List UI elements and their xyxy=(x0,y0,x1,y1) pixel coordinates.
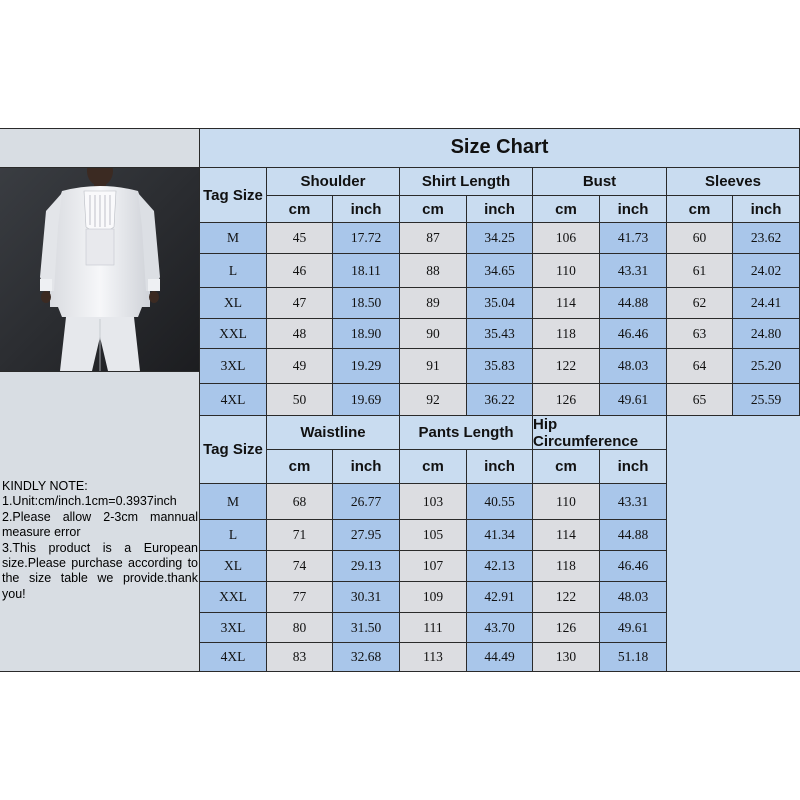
table-cell: 27.95 xyxy=(333,520,400,551)
table-cell: 19.29 xyxy=(333,349,400,384)
table-cell: 62 xyxy=(667,288,733,319)
table-cell: 50 xyxy=(267,384,333,416)
table-cell: 91 xyxy=(400,349,467,384)
table-cell: 24.80 xyxy=(733,319,800,349)
table-cell: 34.25 xyxy=(467,223,533,254)
table-cell: 60 xyxy=(667,223,733,254)
table-cell: 26.77 xyxy=(333,484,400,520)
chart-bottom-border xyxy=(0,671,800,672)
unit-header-inch: inch xyxy=(467,450,533,484)
column-group-hip-circumference: Hip Circumference xyxy=(533,416,667,450)
table-cell: 65 xyxy=(667,384,733,416)
unit-header-cm: cm xyxy=(400,196,467,223)
tag-size-header: Tag Size xyxy=(200,416,267,484)
table-cell: 32.68 xyxy=(333,643,400,672)
product-photo xyxy=(0,167,199,371)
unit-header-inch: inch xyxy=(733,196,800,223)
table-cell: 126 xyxy=(533,384,600,416)
table-cell: 29.13 xyxy=(333,551,400,582)
column-group-shirt-length: Shirt Length xyxy=(400,168,533,196)
table-cell: 49.61 xyxy=(600,384,667,416)
unit-header-cm: cm xyxy=(400,450,467,484)
table-cell: 18.11 xyxy=(333,254,400,288)
table-cell: 48.03 xyxy=(600,582,667,613)
table-cell: 43.31 xyxy=(600,484,667,520)
table-cell: 17.72 xyxy=(333,223,400,254)
chart-top-border xyxy=(0,128,800,129)
table-cell: 88 xyxy=(400,254,467,288)
unit-header-cm: cm xyxy=(533,450,600,484)
size-label: M xyxy=(200,484,267,520)
kindly-note xyxy=(2,479,198,602)
table-cell: 25.20 xyxy=(733,349,800,384)
table-cell: 107 xyxy=(400,551,467,582)
table-cell: 49.61 xyxy=(600,613,667,643)
table-cell: 40.55 xyxy=(467,484,533,520)
size-label: 4XL xyxy=(200,643,267,672)
unit-header-cm: cm xyxy=(533,196,600,223)
table-cell: 46.46 xyxy=(600,551,667,582)
table-cell: 24.02 xyxy=(733,254,800,288)
unit-header-cm: cm xyxy=(267,196,333,223)
photo-top-border xyxy=(0,167,199,168)
table-cell: 48.03 xyxy=(600,349,667,384)
table-cell: 25.59 xyxy=(733,384,800,416)
table-cell: 111 xyxy=(400,613,467,643)
column-group-shoulder: Shoulder xyxy=(267,168,400,196)
table-cell: 105 xyxy=(400,520,467,551)
table-cell: 35.83 xyxy=(467,349,533,384)
table-cell: 110 xyxy=(533,484,600,520)
table-cell: 103 xyxy=(400,484,467,520)
size-label: M xyxy=(200,223,267,254)
size-label: XL xyxy=(200,551,267,582)
table-cell: 43.70 xyxy=(467,613,533,643)
table-cell: 130 xyxy=(533,643,600,672)
table-cell: 92 xyxy=(400,384,467,416)
table-cell: 71 xyxy=(267,520,333,551)
photo-bottom-border xyxy=(0,371,199,372)
table-cell: 45 xyxy=(267,223,333,254)
column-group-waistline: Waistline xyxy=(267,416,400,450)
table-cell: 41.73 xyxy=(600,223,667,254)
table-cell: 42.91 xyxy=(467,582,533,613)
size-label: 3XL xyxy=(200,349,267,384)
table-cell: 114 xyxy=(533,520,600,551)
size-label: XXL xyxy=(200,319,267,349)
table-cell: 44.88 xyxy=(600,288,667,319)
unit-header-inch: inch xyxy=(467,196,533,223)
note-line-unit: 1.Unit:cm/inch.1cm=0.3937inch xyxy=(2,494,177,509)
table-cell: 49 xyxy=(267,349,333,384)
table-cell: 34.65 xyxy=(467,254,533,288)
empty-filler xyxy=(667,416,800,672)
table-cell: 18.50 xyxy=(333,288,400,319)
table-cell: 80 xyxy=(267,613,333,643)
table-cell: 87 xyxy=(400,223,467,254)
table-cell: 35.43 xyxy=(467,319,533,349)
table-cell: 64 xyxy=(667,349,733,384)
table-cell: 24.41 xyxy=(733,288,800,319)
table-cell: 122 xyxy=(533,349,600,384)
size-label: 4XL xyxy=(200,384,267,416)
size-label: 3XL xyxy=(200,613,267,643)
table-cell: 106 xyxy=(533,223,600,254)
table-cell: 35.04 xyxy=(467,288,533,319)
note-heading: KINDLY NOTE: xyxy=(2,479,88,493)
chart-left-divider xyxy=(199,128,200,672)
note-line-sizing: 3.This product is a European size.Please purchase according to the size table we provide.thank you! xyxy=(2,540,198,601)
note-line-error: 2.Please allow 2-3cm mannual measure error xyxy=(2,509,198,540)
table-cell: 90 xyxy=(400,319,467,349)
table-cell: 83 xyxy=(267,643,333,672)
unit-header-inch: inch xyxy=(600,196,667,223)
table-cell: 113 xyxy=(400,643,467,672)
table-cell: 43.31 xyxy=(600,254,667,288)
table-cell: 47 xyxy=(267,288,333,319)
table-cell: 23.62 xyxy=(733,223,800,254)
size-label: L xyxy=(200,254,267,288)
column-group-bust: Bust xyxy=(533,168,667,196)
table-cell: 41.34 xyxy=(467,520,533,551)
unit-header-inch: inch xyxy=(333,196,400,223)
column-group-pants-length: Pants Length xyxy=(400,416,533,450)
chart-title: Size Chart xyxy=(200,128,800,168)
table-cell: 114 xyxy=(533,288,600,319)
table-cell: 77 xyxy=(267,582,333,613)
table-cell: 31.50 xyxy=(333,613,400,643)
table-cell: 118 xyxy=(533,551,600,582)
table-cell: 126 xyxy=(533,613,600,643)
table-cell: 109 xyxy=(400,582,467,613)
table-cell: 68 xyxy=(267,484,333,520)
table-cell: 46.46 xyxy=(600,319,667,349)
table-cell: 51.18 xyxy=(600,643,667,672)
table-cell: 44.49 xyxy=(467,643,533,672)
tag-size-header: Tag Size xyxy=(200,168,267,223)
size-label: XXL xyxy=(200,582,267,613)
table-cell: 30.31 xyxy=(333,582,400,613)
table-cell: 48 xyxy=(267,319,333,349)
table-cell: 110 xyxy=(533,254,600,288)
table-cell: 74 xyxy=(267,551,333,582)
unit-header-cm: cm xyxy=(667,196,733,223)
table-cell: 19.69 xyxy=(333,384,400,416)
table-cell: 89 xyxy=(400,288,467,319)
column-group-sleeves: Sleeves xyxy=(667,168,800,196)
size-label: L xyxy=(200,520,267,551)
size-label: XL xyxy=(200,288,267,319)
table-cell: 118 xyxy=(533,319,600,349)
unit-header-cm: cm xyxy=(267,450,333,484)
table-cell: 63 xyxy=(667,319,733,349)
unit-header-inch: inch xyxy=(600,450,667,484)
table-cell: 36.22 xyxy=(467,384,533,416)
table-cell: 18.90 xyxy=(333,319,400,349)
table-cell: 46 xyxy=(267,254,333,288)
table-cell: 122 xyxy=(533,582,600,613)
table-cell: 42.13 xyxy=(467,551,533,582)
table-cell: 61 xyxy=(667,254,733,288)
table-cell: 44.88 xyxy=(600,520,667,551)
unit-header-inch: inch xyxy=(333,450,400,484)
